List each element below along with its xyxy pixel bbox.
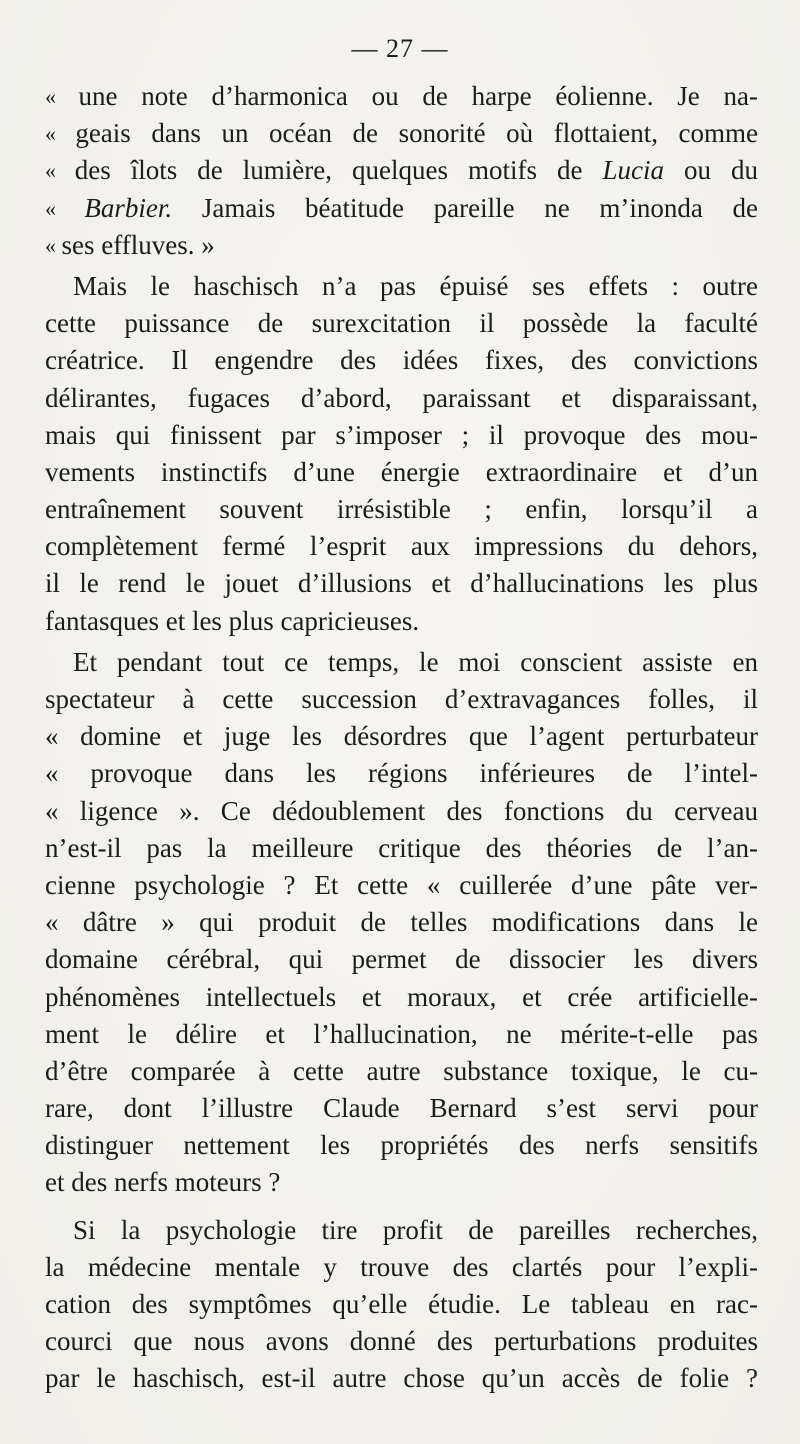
text-line: complètement fermé l’esprit aux impressions du dehors, bbox=[45, 531, 758, 562]
text-line: Si la psychologie tire profit de pareilles recherches, bbox=[73, 1214, 758, 1245]
paragraph-haschisch-effects bbox=[45, 268, 758, 640]
paragraph-conscious-self bbox=[45, 644, 758, 1202]
text-line: par le haschisch, est-il autre chose qu’un accès de folie ? bbox=[45, 1363, 758, 1394]
page-text bbox=[45, 78, 758, 1398]
text-line: il le rend le jouet d’illusions et d’hallucinations les plus bbox=[45, 568, 758, 599]
text-line: « Barbier. Jamais béatitude pareille ne m’inonda de bbox=[45, 192, 758, 223]
text-line: la médecine mentale y trouve des clartés pour l’expli- bbox=[45, 1251, 758, 1282]
text-line: spectateur à cette succession d’extravagances folles, il bbox=[45, 684, 758, 714]
text-line: « provoque dans les régions inférieures de l’intel- bbox=[45, 758, 758, 789]
text-line: rare, dont l’illustre Claude Bernard s’est servi pour bbox=[45, 1093, 758, 1124]
text-line: « ses effluves. » bbox=[45, 229, 215, 260]
text-line: « domine et juge les désordres que l’agent perturbateur bbox=[45, 721, 758, 752]
text-line: Et pendant tout ce temps, le moi conscient assiste en bbox=[73, 646, 758, 677]
text-line: Mais le haschisch n’a pas épuisé ses effets : outre bbox=[73, 270, 758, 301]
text-line: et des nerfs moteurs ? bbox=[45, 1167, 281, 1198]
text-line: courci que nous avons donné des perturbations produites bbox=[45, 1326, 758, 1357]
paragraph-quote-end bbox=[45, 78, 758, 264]
text-line: cienne psychologie ? Et cette « cuillerée d’une pâte ver- bbox=[45, 869, 758, 900]
text-line: cette puissance de surexcitation il possède la faculté bbox=[45, 308, 758, 339]
page-number: — 27 — bbox=[351, 34, 449, 63]
text-line: délirantes, fugaces d’abord, paraissant et disparaissant, bbox=[45, 382, 758, 413]
text-line: « ligence ». Ce dédoublement des fonctions du cerveau bbox=[45, 795, 758, 826]
text-line: vements instinctifs d’une énergie extraordinaire et d’un bbox=[45, 456, 758, 487]
text-line: ment le délire et l’hallucination, ne mérite-t-elle pas bbox=[45, 1018, 758, 1049]
text-line: mais qui finissent par s’imposer ; il provoque des mou- bbox=[45, 419, 758, 450]
text-line: « geais dans un océan de sonorité où flottaient, comme bbox=[45, 118, 759, 149]
text-line: cation des symptômes qu’elle étudie. Le tableau en rac- bbox=[45, 1289, 758, 1319]
text-line: d’être comparée à cette autre substance toxique, le cu- bbox=[45, 1055, 758, 1086]
text-line: « des îlots de lumière, quelques motifs de Lucia ou du bbox=[45, 155, 759, 186]
text-line: phénomènes intellectuels et moraux, et crée artificielle- bbox=[45, 981, 758, 1012]
text-line: « une note d’harmonica ou de harpe éolienne. Je na- bbox=[45, 81, 758, 111]
paragraph-mental-medicine bbox=[45, 1212, 758, 1398]
text-line: créatrice. Il engendre des idées fixes, des convictions bbox=[45, 345, 758, 376]
text-line: domaine cérébral, qui permet de dissocier les divers bbox=[45, 944, 758, 975]
text-line: « dâtre » qui produit de telles modifications dans le bbox=[45, 907, 758, 938]
text-line: distinguer nettement les propriétés des nerfs sensitifs bbox=[45, 1130, 758, 1161]
text-line: entraînement souvent irrésistible ; enfin, lorsqu’il a bbox=[45, 494, 758, 525]
text-line: fantasques et les plus capricieuses. bbox=[45, 605, 420, 636]
text-line: n’est-il pas la meilleure critique des théories de l’an- bbox=[45, 832, 758, 863]
